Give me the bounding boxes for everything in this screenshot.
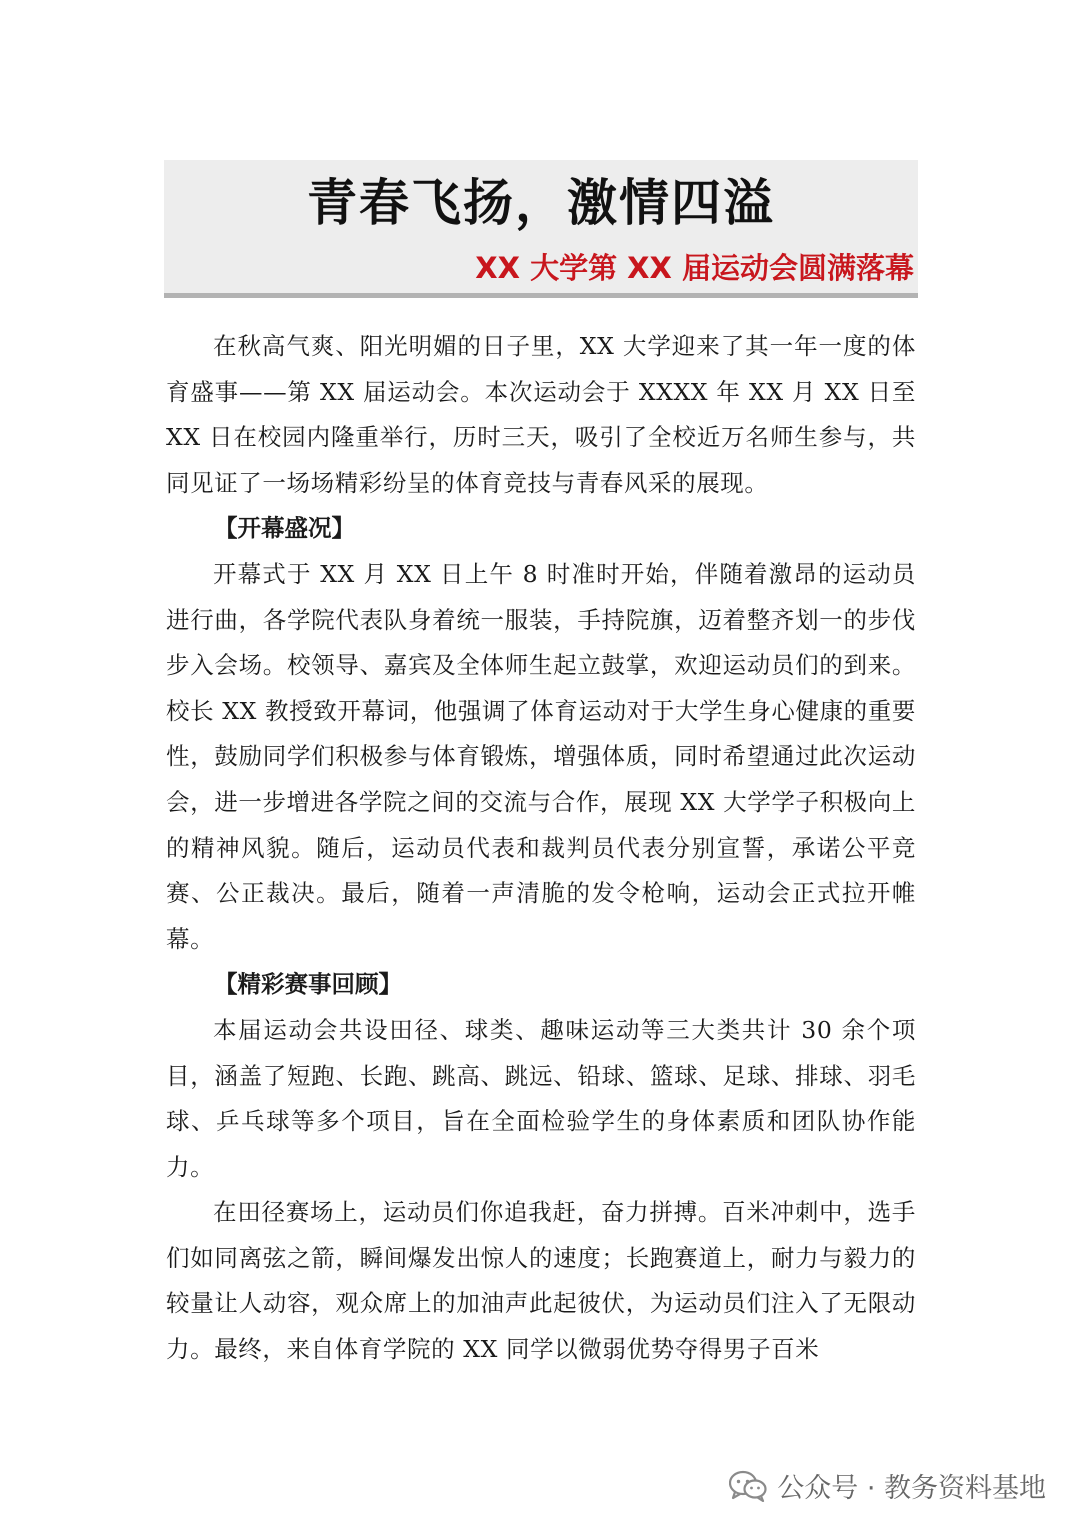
page-subtitle: XX 大学第 XX 届运动会圆满落幕 xyxy=(475,251,914,285)
events-paragraph: 本届运动会共设田径、球类、趣味运动等三大类共计 30 余个项目，涵盖了短跑、长跑、跳高、跳远、铅球、篮球、足球、排球、羽毛球、乒乓球等多个项目，旨在全面检验学生的身体素质和团队协作能力。 xyxy=(166,1015,916,1181)
article-body xyxy=(166,324,916,1373)
watermark xyxy=(729,1466,1046,1505)
page-title: 青春飞扬，激情四溢 xyxy=(307,174,775,232)
intro-paragraph: 在秋高气爽、阳光明媚的日子里，XX 大学迎来了其一年一度的体育盛事——第 XX 届运动会。本次运动会于 XXXX 年 XX 月 XX 日至 XX 日在校园内隆重举行，历时三天，吸引了全校近万名师生参与，共同见证了一场场精彩纷呈的体育竞技与青春风采的展现。 xyxy=(166,332,916,497)
track-paragraph: 在田径赛场上，运动员们你追我赶，奋力拼搏。百米冲刺中，选手们如同离弦之箭，瞬间爆发出惊人的速度；长跑赛道上，耐力与毅力的较量让人动容，观众席上的加油声此起彼伏，为运动员们注入了无限动力。最终，来自体育学院的 XX 同学以微弱优势夺得男子百米 xyxy=(166,1198,916,1364)
title-banner xyxy=(164,160,918,298)
opening-paragraph: 开幕式于 XX 月 XX 日上午 8 时准时开始，伴随着激昂的运动员进行曲，各学院代表队身着统一服装，手持院旗，迈着整齐划一的步伐步入会场。校领导、嘉宾及全体师生起立鼓掌，欢迎运动员们的到来。校长 XX 教授致开幕词，他强调了体育运动对于大学生身心健康的重要性，鼓励同学们积极参与体育锻炼，增强体质，同时希望通过此次运动会，进一步增进各学院之间的交流与合作，展现 XX 大学学子积极向上的精神风貌。随后，运动员代表和裁判员代表分别宣誓，承诺公平竞赛、公正裁决。最后，随着一声清脆的发令枪响，运动会正式拉开帷幕。 xyxy=(166,559,916,953)
watermark-label: 公众号 · 教务资料基地 xyxy=(777,1473,1046,1504)
section-heading-highlights: 【精彩赛事回顾】 xyxy=(214,970,402,999)
section-heading-opening: 【开幕盛况】 xyxy=(214,514,355,543)
wechat-icon xyxy=(729,1470,767,1502)
